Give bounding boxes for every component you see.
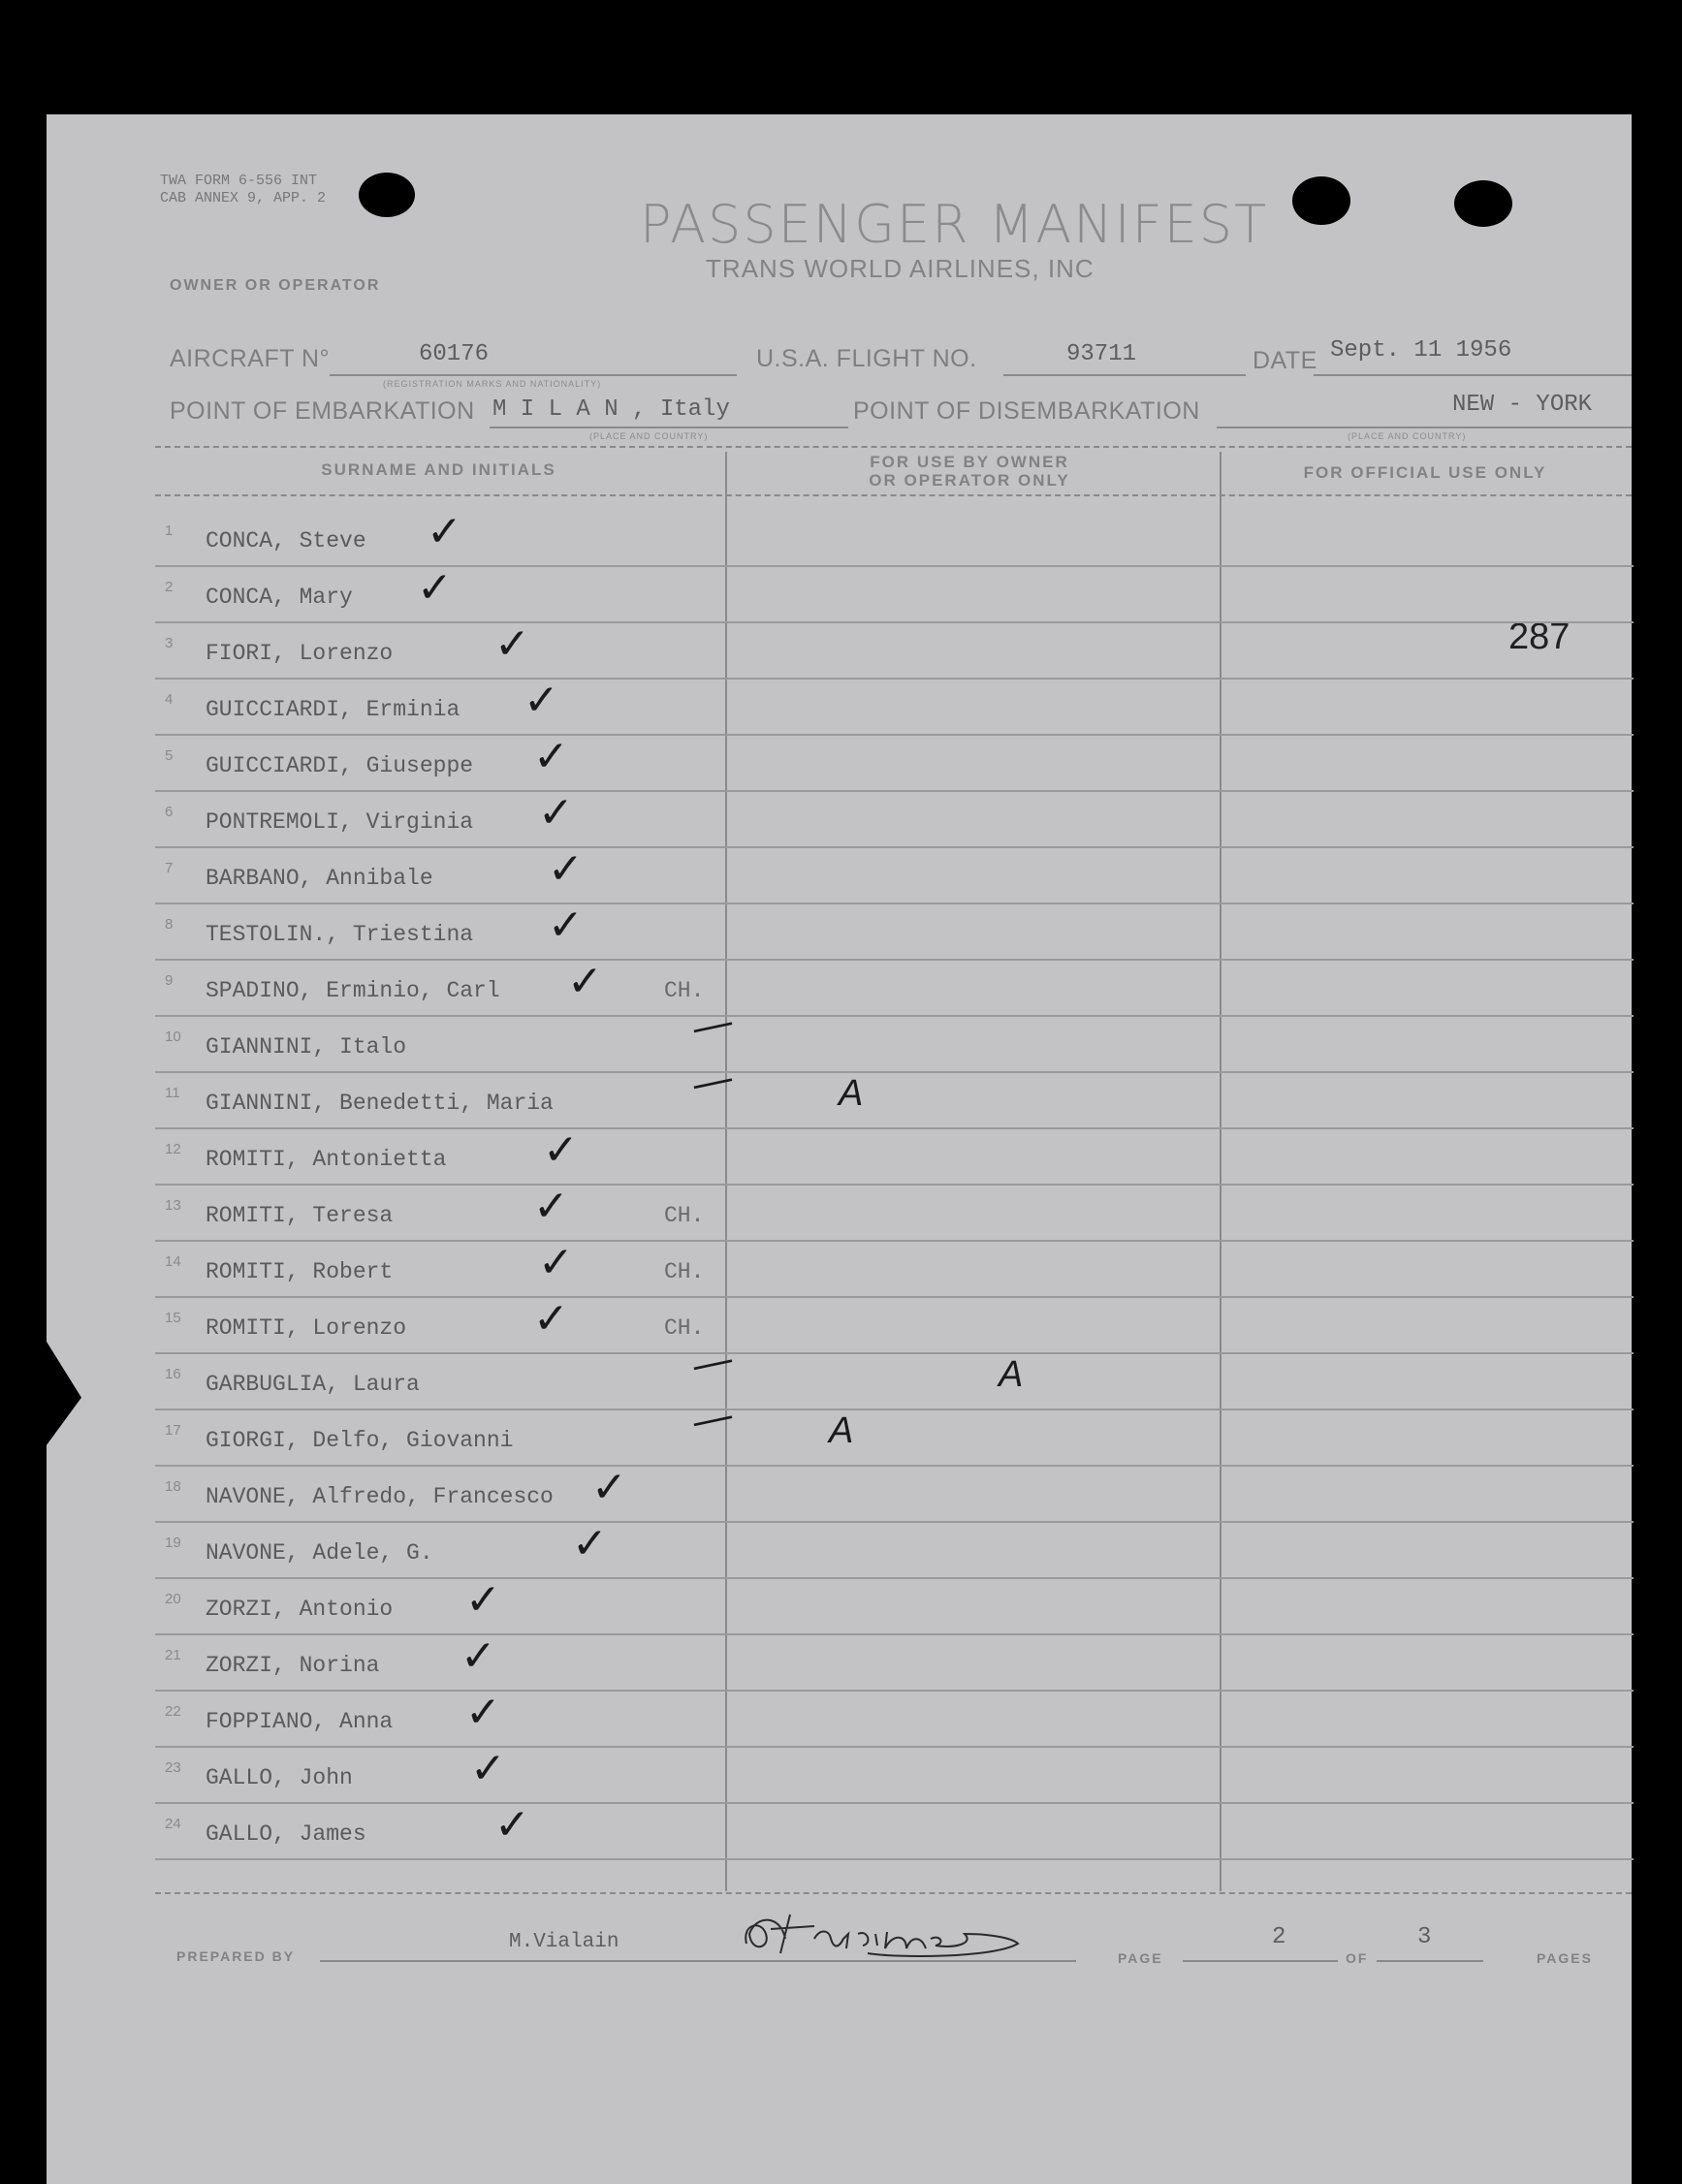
row-number: 6 bbox=[165, 804, 174, 820]
passenger-name: GALLO, John bbox=[206, 1765, 353, 1790]
check-mark-icon: ✓ bbox=[494, 1800, 530, 1850]
embark-underline bbox=[490, 427, 848, 428]
header-divider bbox=[155, 446, 1632, 448]
row-number: 9 bbox=[165, 972, 174, 989]
row-number: 13 bbox=[165, 1197, 181, 1214]
row-rule bbox=[155, 1858, 1634, 1860]
aircraft-underline bbox=[330, 374, 737, 376]
passenger-name: GIORGI, Delfo, Giovanni bbox=[206, 1428, 514, 1453]
row-number: 8 bbox=[165, 916, 174, 933]
table-row bbox=[155, 1631, 1634, 1692]
row-number: 14 bbox=[165, 1253, 181, 1270]
footer-divider bbox=[155, 1892, 1632, 1894]
table-row bbox=[155, 1182, 1634, 1242]
page-subtitle: TRANS WORLD AIRLINES, INC bbox=[706, 254, 1095, 283]
passenger-name: GIANNINI, Italo bbox=[206, 1034, 407, 1060]
aircraft-note: (REGISTRATION MARKS AND NATIONALITY) bbox=[383, 379, 602, 389]
row-number: 24 bbox=[165, 1816, 181, 1832]
row-number: 18 bbox=[165, 1478, 181, 1495]
passenger-name: BARBANO, Annibale bbox=[206, 866, 433, 891]
row-number: 3 bbox=[165, 635, 174, 651]
table-row bbox=[155, 1337, 1634, 1410]
aircraft-value: 60176 bbox=[419, 341, 490, 367]
row-number: 23 bbox=[165, 1759, 181, 1776]
row-number: 21 bbox=[165, 1647, 181, 1663]
owner-label: OWNER OR OPERATOR bbox=[170, 277, 381, 294]
check-mark-icon: ✓ bbox=[538, 1238, 574, 1287]
row-number: 5 bbox=[165, 747, 174, 764]
passenger-name: FIORI, Lorenzo bbox=[206, 641, 394, 666]
check-mark-icon: ✓ bbox=[465, 1575, 501, 1625]
passenger-name: SPADINO, Erminio, Carl bbox=[206, 978, 500, 1003]
table-row bbox=[155, 507, 1634, 567]
punch-hole bbox=[1454, 180, 1512, 227]
child-marker: CH. bbox=[664, 978, 705, 1003]
dash-mark-icon: — bbox=[688, 1056, 737, 1106]
passenger-name: ROMITI, Teresa bbox=[206, 1203, 394, 1228]
table-row bbox=[155, 1800, 1634, 1860]
table-row bbox=[155, 1463, 1634, 1523]
pages-label: PAGES bbox=[1537, 1950, 1593, 1966]
table-row bbox=[155, 619, 1634, 680]
table-row bbox=[155, 1056, 1634, 1129]
dash-mark-icon: — bbox=[688, 1393, 737, 1443]
passenger-name: GUICCIARDI, Erminia bbox=[206, 697, 460, 722]
disembark-underline bbox=[1217, 427, 1632, 428]
embark-value: M I L A N , Italy bbox=[492, 396, 730, 423]
child-marker: CH. bbox=[664, 1315, 705, 1341]
row-number: 15 bbox=[165, 1310, 181, 1326]
column-header-owner-use bbox=[727, 453, 1212, 490]
row-number: 19 bbox=[165, 1535, 181, 1551]
check-mark-icon: ✓ bbox=[417, 563, 453, 613]
passenger-name: NAVONE, Alfredo, Francesco bbox=[206, 1484, 554, 1509]
punch-hole bbox=[1292, 176, 1350, 225]
form-code-line1: TWA FORM 6-556 INT bbox=[160, 173, 318, 189]
of-value: 3 bbox=[1417, 1924, 1432, 1950]
prepared-label: PREPARED BY bbox=[176, 1948, 296, 1964]
table-row bbox=[155, 1125, 1634, 1186]
page-underline bbox=[1183, 1960, 1338, 1962]
check-mark-icon: ✓ bbox=[538, 788, 574, 838]
form-code-line2: CAB ANNEX 9, APP. 2 bbox=[160, 190, 327, 206]
passenger-name: ROMITI, Antonietta bbox=[206, 1147, 447, 1172]
disembark-note: (PLACE AND COUNTRY) bbox=[1348, 431, 1467, 441]
check-mark-icon: ✓ bbox=[572, 1519, 608, 1568]
check-mark-icon: ✓ bbox=[533, 1182, 569, 1231]
table-row bbox=[155, 1238, 1634, 1298]
check-mark-icon: ✓ bbox=[470, 1744, 506, 1793]
column-header-official: FOR OFFICIAL USE ONLY bbox=[1303, 463, 1547, 482]
embark-label: POINT OF EMBARKATION bbox=[170, 397, 475, 425]
passenger-name: GUICCIARDI, Giuseppe bbox=[206, 753, 474, 778]
table-row bbox=[155, 732, 1634, 792]
child-marker: CH. bbox=[664, 1259, 705, 1284]
row-number: 2 bbox=[165, 579, 174, 595]
passenger-name: ZORZI, Norina bbox=[206, 1653, 380, 1678]
check-mark-icon: ✓ bbox=[548, 901, 584, 950]
passenger-name: FOPPIANO, Anna bbox=[206, 1709, 394, 1734]
row-number: 16 bbox=[165, 1366, 181, 1382]
check-mark-icon: ✓ bbox=[460, 1631, 496, 1681]
table-row bbox=[155, 999, 1634, 1073]
check-mark-icon: ✓ bbox=[591, 1463, 627, 1512]
annotation-mark: A bbox=[829, 1410, 854, 1451]
table-row bbox=[155, 563, 1634, 623]
row-number: 22 bbox=[165, 1703, 181, 1720]
dash-mark-icon: — bbox=[688, 999, 737, 1050]
passenger-name: CONCA, Mary bbox=[206, 585, 353, 610]
passenger-name: GIANNINI, Benedetti, Maria bbox=[206, 1091, 554, 1116]
passenger-name: PONTREMOLI, Virginia bbox=[206, 809, 474, 835]
of-underline bbox=[1377, 1960, 1483, 1962]
annotation-mark: A bbox=[839, 1073, 864, 1114]
page-label: PAGE bbox=[1118, 1950, 1163, 1966]
table-row bbox=[155, 1294, 1634, 1354]
embark-note: (PLACE AND COUNTRY) bbox=[589, 431, 709, 441]
date-value: Sept. 11 1956 bbox=[1330, 337, 1512, 364]
check-mark-icon: ✓ bbox=[427, 507, 462, 556]
row-number: 12 bbox=[165, 1141, 181, 1157]
date-label: DATE bbox=[1253, 347, 1317, 374]
check-mark-icon: ✓ bbox=[533, 1294, 569, 1344]
check-mark-icon: ✓ bbox=[567, 957, 603, 1006]
page-value: 2 bbox=[1272, 1924, 1286, 1950]
row-number: 20 bbox=[165, 1591, 181, 1607]
table-row bbox=[155, 1688, 1634, 1748]
punch-hole bbox=[359, 173, 415, 217]
of-label: OF bbox=[1346, 1950, 1369, 1966]
row-number: 11 bbox=[165, 1085, 180, 1101]
aircraft-label: AIRCRAFT N° bbox=[170, 345, 331, 372]
passenger-name: ZORZI, Antonio bbox=[206, 1597, 394, 1622]
signature bbox=[722, 1905, 1042, 1968]
passenger-name: ROMITI, Robert bbox=[206, 1259, 394, 1284]
date-underline bbox=[1314, 374, 1632, 376]
form-code bbox=[160, 173, 326, 207]
disembark-label: POINT OF DISEMBARKATION bbox=[853, 397, 1200, 425]
page-title: PASSENGER MANIFEST bbox=[640, 194, 1269, 255]
table-row bbox=[155, 1744, 1634, 1804]
owner-use-line1: FOR USE BY OWNER bbox=[870, 453, 1069, 471]
row-number: 17 bbox=[165, 1422, 181, 1439]
check-mark-icon: ✓ bbox=[465, 1688, 501, 1737]
check-mark-icon: ✓ bbox=[533, 732, 569, 781]
row-number: 1 bbox=[165, 522, 174, 539]
table-row bbox=[155, 676, 1634, 736]
check-mark-icon: ✓ bbox=[543, 1125, 579, 1175]
table-row bbox=[155, 1575, 1634, 1635]
table-row bbox=[155, 844, 1634, 904]
prepared-value: M.Vialain bbox=[509, 1931, 619, 1953]
passenger-name: GARBUGLIA, Laura bbox=[206, 1372, 420, 1397]
passenger-name: GALLO, James bbox=[206, 1821, 366, 1847]
disembark-value: NEW - YORK bbox=[1452, 392, 1593, 418]
passenger-name: CONCA, Steve bbox=[206, 528, 366, 554]
row-number: 7 bbox=[165, 860, 174, 876]
annotation-mark: A bbox=[999, 1354, 1024, 1395]
check-mark-icon: ✓ bbox=[548, 844, 584, 894]
passenger-name: NAVONE, Adele, G. bbox=[206, 1540, 433, 1566]
flight-value: 93711 bbox=[1066, 341, 1137, 367]
owner-use-line2: OR OPERATOR ONLY bbox=[869, 471, 1070, 490]
row-number: 10 bbox=[165, 1029, 181, 1045]
flight-label: U.S.A. FLIGHT NO. bbox=[756, 345, 977, 372]
passenger-name: ROMITI, Lorenzo bbox=[206, 1315, 407, 1341]
child-marker: CH. bbox=[664, 1203, 705, 1228]
table-row bbox=[155, 1519, 1634, 1579]
table-row bbox=[155, 1393, 1634, 1467]
check-mark-icon: ✓ bbox=[494, 619, 530, 669]
table-row bbox=[155, 957, 1634, 1017]
table-row bbox=[155, 788, 1634, 848]
column-header-surname: SURNAME AND INITIALS bbox=[321, 460, 556, 479]
column-header-divider bbox=[155, 494, 1632, 496]
flight-underline bbox=[1003, 374, 1246, 376]
dash-mark-icon: — bbox=[688, 1337, 737, 1387]
stamp-number: 287 bbox=[1508, 617, 1571, 657]
table-row bbox=[155, 901, 1634, 961]
passenger-name: TESTOLIN., Triestina bbox=[206, 922, 474, 947]
row-number: 4 bbox=[165, 691, 174, 708]
check-mark-icon: ✓ bbox=[524, 676, 559, 725]
